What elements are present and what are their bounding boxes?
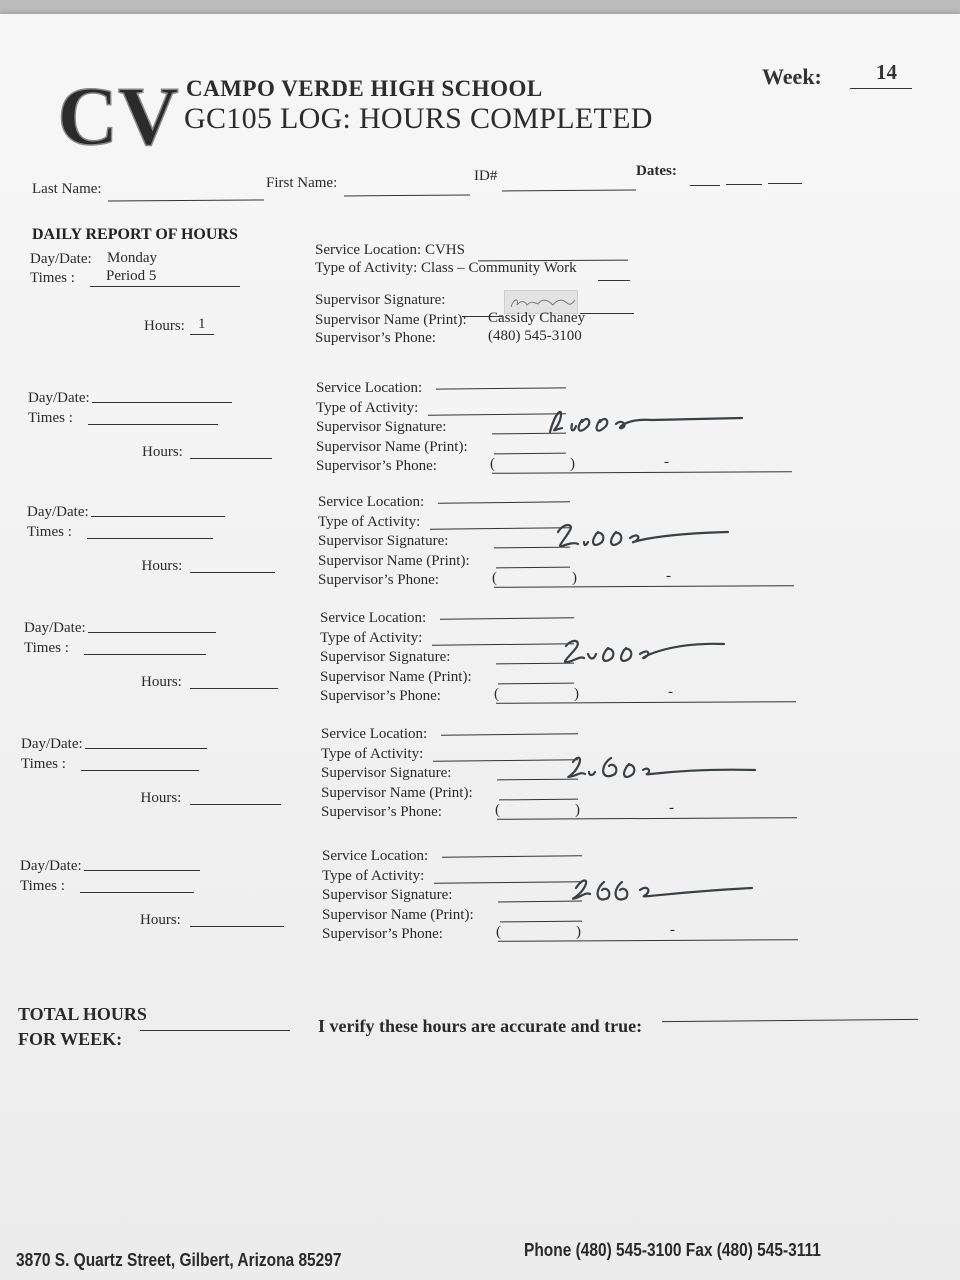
footer-phone-fax: Phone (480) 545-3100 Fax (480) 545-3111 xyxy=(524,1240,821,1260)
phone-paren-open: ( xyxy=(490,456,495,472)
service-location-label: Service Location: xyxy=(320,610,427,626)
daily-report-title: DAILY REPORT OF HOURS xyxy=(32,226,238,243)
service-location-label: Service Location: xyxy=(321,726,428,742)
entry1-hours-line xyxy=(190,334,214,335)
phone-paren-close: ) xyxy=(574,686,579,702)
logo-lettering: CV xyxy=(57,70,179,163)
phone-paren-close: ) xyxy=(570,456,575,472)
entry5-field-1[interactable] xyxy=(433,759,578,762)
entry1-supervisor-name[interactable]: Cassidy Chaney xyxy=(488,310,586,326)
entry2-handwritten-signature xyxy=(542,402,762,442)
times-label: Times : xyxy=(28,410,73,426)
supervisor-phone-label: Supervisor’s Phone: xyxy=(316,458,437,474)
day-date-label: Day/Date: xyxy=(20,858,82,874)
entry4-hours-field[interactable] xyxy=(190,688,278,689)
entry2-hours-field[interactable] xyxy=(190,458,272,459)
phone-dash: - xyxy=(668,684,673,700)
entry5-day-field[interactable] xyxy=(85,748,207,749)
entry1-hours[interactable]: 1 xyxy=(198,316,206,332)
phone-dash: - xyxy=(669,800,674,816)
entry3-field-3[interactable] xyxy=(496,566,570,568)
hours-label: Hours: xyxy=(140,790,182,806)
dates-field-2[interactable] xyxy=(726,184,762,185)
entry5-field-0[interactable] xyxy=(441,733,578,735)
entry1-day[interactable]: Monday xyxy=(107,250,157,266)
entry5-phone-field[interactable] xyxy=(497,817,797,820)
entry3-hours-field[interactable] xyxy=(190,572,275,573)
entry5-handwritten-signature xyxy=(559,748,779,788)
hours-label: Hours: xyxy=(141,674,182,690)
entry6-field-1[interactable] xyxy=(434,881,582,884)
times-label: Times : xyxy=(21,756,66,772)
entry4-field-0[interactable] xyxy=(440,617,574,619)
entry6-times-field[interactable] xyxy=(80,892,194,893)
supervisor-phone-label: Supervisor’s Phone: xyxy=(321,804,442,820)
entry2-field-3[interactable] xyxy=(494,452,566,454)
service-location-label: Service Location: CVHS xyxy=(315,242,465,258)
supervisor-name-label: Supervisor Name (Print): xyxy=(316,438,468,455)
signature-label: Supervisor Signature: xyxy=(318,533,449,549)
entry3-day-field[interactable] xyxy=(91,516,225,517)
signature-label: Supervisor Signature: xyxy=(322,887,453,903)
entry6-phone-field[interactable] xyxy=(498,939,798,942)
school-name: CAMPO VERDE HIGH SCHOOL xyxy=(186,76,543,101)
day-date-label: Day/Date: xyxy=(27,504,89,520)
total-hours-label: TOTAL HOURS FOR WEEK: xyxy=(18,1004,147,1049)
entry1-sig-line-b xyxy=(580,313,634,314)
activity-label: Type of Activity: xyxy=(321,745,424,762)
id-field[interactable] xyxy=(502,190,636,192)
day-date-label: Day/Date: xyxy=(28,390,90,406)
phone-dash: - xyxy=(670,922,675,938)
entry4-handwritten-signature xyxy=(554,632,774,672)
times-label: Times : xyxy=(30,270,75,286)
activity-label: Type of Activity: xyxy=(320,629,423,646)
service-location-label: Service Location: xyxy=(318,494,425,510)
school-logo xyxy=(57,70,179,163)
entry1-location: CVHS xyxy=(424,242,465,258)
entry6-field-3[interactable] xyxy=(500,920,582,922)
footer-address: 3870 S. Quartz Street, Gilbert, Arizona 85297 xyxy=(16,1250,342,1270)
id-label: ID# xyxy=(474,168,498,184)
supervisor-phone-label: Supervisor’s Phone: xyxy=(315,330,436,346)
phone-paren-close: ) xyxy=(575,802,580,818)
entry1-phone[interactable]: (480) 545-3100 xyxy=(488,328,582,344)
entry4-phone-field[interactable] xyxy=(496,701,796,704)
form-sheet xyxy=(0,14,960,1280)
supervisor-phone-label: Supervisor’s Phone: xyxy=(322,926,443,942)
phone-paren-open: ( xyxy=(494,686,499,702)
entry4-times-field[interactable] xyxy=(84,654,206,655)
phone-paren-open: ( xyxy=(496,924,501,940)
last-name-field[interactable] xyxy=(108,199,264,201)
verify-statement: I verify these hours are accurate and true: xyxy=(318,1016,643,1036)
service-location-label: Service Location: xyxy=(322,848,429,864)
supervisor-phone-label: Supervisor’s Phone: xyxy=(320,688,441,704)
entry2-field-0[interactable] xyxy=(436,387,566,389)
supervisor-name-label: Supervisor Name (Print): xyxy=(315,312,467,328)
entry6-field-0[interactable] xyxy=(442,855,582,857)
phone-paren-open: ( xyxy=(492,570,497,586)
dates-field-1[interactable] xyxy=(690,185,720,186)
hours-label: Hours: xyxy=(141,558,183,574)
times-label: Times : xyxy=(20,878,65,894)
entry4-day-field[interactable] xyxy=(88,632,216,633)
entry5-times-field[interactable] xyxy=(81,770,199,771)
entry1-time-line xyxy=(90,286,240,287)
activity-label: Type of Activity: Class – Community Work xyxy=(315,260,577,276)
entry3-field-0[interactable] xyxy=(438,501,570,503)
phone-paren-close: ) xyxy=(572,570,577,586)
supervisor-phone-label: Supervisor’s Phone: xyxy=(318,572,439,588)
supervisor-name-label: Supervisor Name (Print): xyxy=(321,784,473,801)
first-name-label: First Name: xyxy=(266,175,338,191)
week-value[interactable]: 14 xyxy=(876,60,897,84)
supervisor-name-label: Supervisor Name (Print): xyxy=(322,906,474,923)
supervisor-name-label: Supervisor Name (Print): xyxy=(318,552,470,569)
entry1-activity-line xyxy=(598,280,630,281)
entry5-hours-field[interactable] xyxy=(190,804,281,805)
last-name-label: Last Name: xyxy=(32,181,102,197)
dates-label: Dates: xyxy=(636,163,677,179)
hours-label: Hours: xyxy=(144,318,185,334)
entry2-day-field[interactable] xyxy=(92,402,232,403)
entry6-hours-field[interactable] xyxy=(190,926,284,927)
entry5-field-3[interactable] xyxy=(499,798,578,800)
service-location-label: Service Location: xyxy=(316,380,423,396)
dates-field-3[interactable] xyxy=(768,183,802,184)
hours-label: Hours: xyxy=(142,444,183,460)
activity-label: Type of Activity: xyxy=(322,867,425,884)
signature-label: Supervisor Signature: xyxy=(320,649,451,665)
week-label: Week: xyxy=(762,64,822,89)
week-line xyxy=(850,88,912,89)
entry4-field-1[interactable] xyxy=(432,643,574,645)
entry3-phone-field[interactable] xyxy=(494,585,794,588)
entry1-activity: Class – Community Work xyxy=(421,260,577,276)
first-name-field[interactable] xyxy=(344,195,470,197)
activity-label: Type of Activity: xyxy=(318,513,421,530)
entry2-phone-field[interactable] xyxy=(492,471,792,474)
verify-signature-field[interactable] xyxy=(662,1019,918,1022)
hours-label: Hours: xyxy=(140,912,181,928)
day-date-label: Day/Date: xyxy=(30,251,92,267)
entry6-day-field[interactable] xyxy=(84,870,200,871)
entry3-times-field[interactable] xyxy=(87,538,213,539)
phone-paren-open: ( xyxy=(495,802,500,818)
activity-label: Type of Activity: xyxy=(316,399,419,416)
entry2-times-field[interactable] xyxy=(88,424,218,425)
times-label: Times : xyxy=(24,640,69,656)
entry4-field-3[interactable] xyxy=(498,682,574,684)
phone-paren-close: ) xyxy=(576,924,581,940)
day-date-label: Day/Date: xyxy=(21,736,83,752)
total-hours-field[interactable] xyxy=(140,1030,290,1031)
phone-dash: - xyxy=(664,454,669,470)
supervisor-name-label: Supervisor Name (Print): xyxy=(320,668,472,685)
entry6-handwritten-signature xyxy=(564,870,784,910)
signature-label: Supervisor Signature: xyxy=(316,419,447,435)
times-label: Times : xyxy=(27,524,72,540)
entry1-time[interactable]: Period 5 xyxy=(106,268,157,284)
entry3-handwritten-signature xyxy=(548,516,768,556)
signature-label: Supervisor Signature: xyxy=(315,292,446,308)
day-date-label: Day/Date: xyxy=(24,620,86,636)
signature-label: Supervisor Signature: xyxy=(321,765,452,781)
phone-dash: - xyxy=(666,568,671,584)
log-title: GC105 LOG: HOURS COMPLETED xyxy=(184,102,653,135)
